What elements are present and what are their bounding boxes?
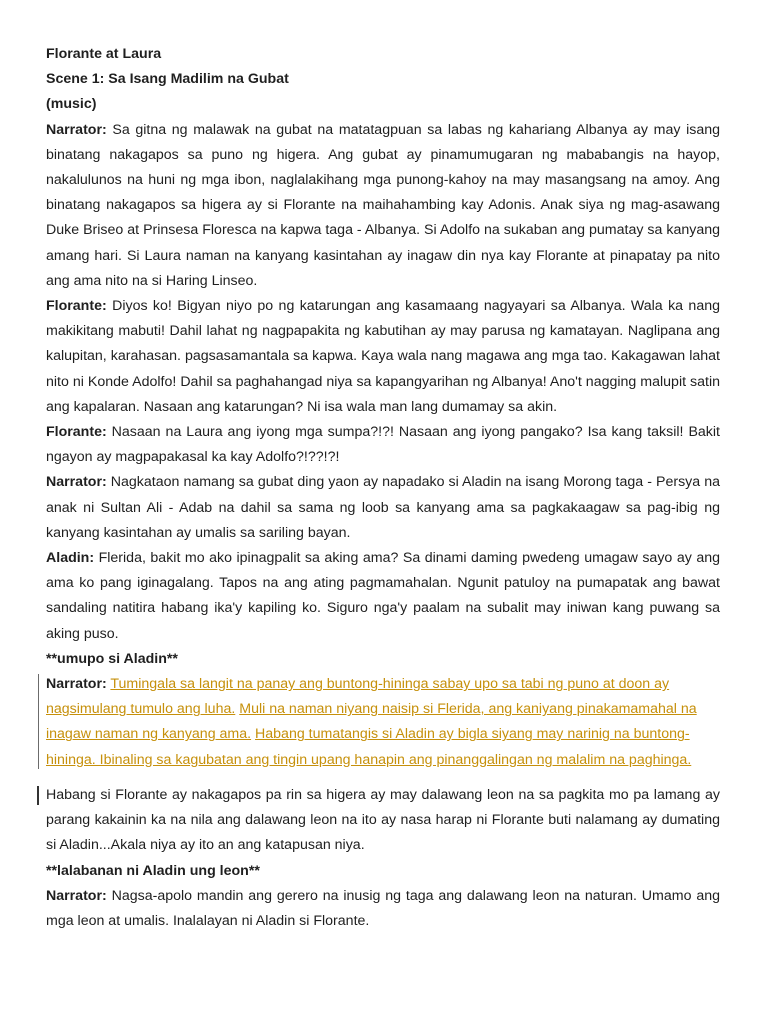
speaker-label: Florante: bbox=[46, 298, 107, 315]
speaker-label: Aladin: bbox=[46, 550, 95, 567]
speaker-label: Florante: bbox=[46, 424, 107, 441]
paragraph-florante-1 bbox=[46, 294, 720, 420]
suggested-edit-block bbox=[46, 672, 720, 773]
stage-direction-2: **lalabanan ni Aladin ung leon** bbox=[46, 862, 260, 879]
change-bar bbox=[38, 674, 39, 769]
paragraph-aladin-1 bbox=[46, 546, 720, 647]
document-page bbox=[46, 42, 720, 934]
paragraph-narrator-1 bbox=[46, 118, 720, 294]
dialogue-text: Sa gitna ng malawak na gubat na matatagpuan sa labas ng kahariang Albanya ay may isang binatang nakagapos sa puno ng higera. Ang gubat ay pinamumugaran ng mababangis na hayop, nakalulunos na huni ng mga ibon, naglalakihang mga punong-kahoy na may masangsang na amoy. Ang binatang nakagapos sa higera ay si Florante na maihahambing kay Adonis. Anak siya ng mag-asawang Duke Briseo at Prinsesa Floresca na kapwa taga - Albanya. Si Adolfo na sukaban ang pumatay sa kanyang amang hari. Si Laura naman na kanyang kasintahan ay inagaw din nya kay Florante at pinapatay pa nito ang ama nito na si Haring Linseo. bbox=[46, 121, 720, 289]
dialogue-text: Nagkataon namang sa gubat ding yaon ay napadako si Aladin na isang Morong taga - Persya na anak ni Sultan Ali - Adab na dahil sa sama ng loob sa kanyang ama sa pagkakaagaw sa pag-ibig ng kanyang kasintahan ay umalis sa sariling bayan. bbox=[46, 474, 720, 541]
paragraph-narrator-5 bbox=[46, 884, 720, 934]
dialogue-text: Nasaan na Laura ang iyong mga sumpa?!?! Nasaan ang iyong pangako? Isa kang taksil! Bakit ngayon ay magpapakasal ka kay Adolfo?!??!?! bbox=[46, 424, 720, 466]
text-cursor bbox=[37, 786, 39, 805]
suggested-text-2[interactable]: Muli na naman niyang naisip si Flerida, ang kaniyang pinakamamahal na inagaw naman ng kanyang ama. bbox=[46, 701, 697, 743]
suggested-text-3[interactable]: Habang tumatangis si Aladin ay bigla siyang may narinig na buntong-hininga. Ibinaling sa kagubatan ang tingin upang hanapin ang pinanggalingan ng malalim na paghinga. bbox=[46, 726, 692, 768]
paragraph-narrator-3 bbox=[46, 672, 720, 773]
suggested-text-1[interactable]: Tumingala sa langit na panay ang buntong-hininga sabay upo sa tabi ng puno at doon ay nagsimulang tumulo ang luha. bbox=[46, 676, 670, 718]
document-title: Florante at Laura bbox=[46, 46, 162, 62]
paragraph-florante-2 bbox=[46, 420, 720, 470]
dialogue-text: Diyos ko! Bigyan niyo po ng katarungan ang kasamaang nagyayari sa Albanya. Wala ka nang makikitang mabuti! Dahil lahat ng nagpapakita ng kabutihan ay may parusa ng kamatayan. Naglipana ang kalupitan, karahasan. pagsasamantala sa kapwa. Kaya wala nang magawa ang mga tao. Kakagawan lahat nito ni Konde Adolfo! Dahil sa paghahangad niya sa kapangyarihan ng Albanya! Ano't nagging malupit satin ang kapalaran. Nasaan ang katarungan? Ni isa wala man lang dumamay sa akin. bbox=[46, 298, 720, 415]
paragraph-spacer bbox=[46, 773, 720, 783]
speaker-label: Narrator: bbox=[46, 887, 107, 904]
stage-direction-1: **umupo si Aladin** bbox=[46, 650, 178, 667]
dialogue-text: Flerida, bakit mo ako ipinagpalit sa aking ama? Sa dinami daming pwedeng umagaw sayo ay ang ama ko pang iginagalang. Tapos na ang ating pagmamahalan. Ngunit patuloy na pumapatak ang bawat sandaling natitira habang ika'y kapiling ko. Siguro nga'y paalam na subalit may iniwan kang puwang sa aking puso. bbox=[46, 550, 720, 642]
speaker-label: Narrator: bbox=[46, 676, 107, 693]
music-cue: (music) bbox=[46, 96, 97, 113]
paragraph-narration-4[interactable]: Habang si Florante ay nakagapos pa rin sa higera ay may dalawang leon na sa pagkita mo pa lamang ay parang kakainin ka na nila ang dalawang leon na ito ay nasa harap ni Florante buti nalamang ay dumating si Aladin...Akala niya ay ito an ang katapusan niya. bbox=[46, 786, 720, 854]
dialogue-text: Nagsa-apolo mandin ang gerero na inusig ng taga ang dalawang leon na naturan. Umamo ang mga leon at umalis. Inalalayan ni Aladin si Florante. bbox=[46, 887, 720, 929]
cursor-paragraph bbox=[46, 783, 720, 859]
speaker-label: Narrator: bbox=[46, 474, 107, 491]
paragraph-narrator-2 bbox=[46, 470, 720, 546]
scene-heading: Scene 1: Sa Isang Madilim na Gubat bbox=[46, 71, 289, 88]
speaker-label: Narrator: bbox=[46, 121, 107, 138]
